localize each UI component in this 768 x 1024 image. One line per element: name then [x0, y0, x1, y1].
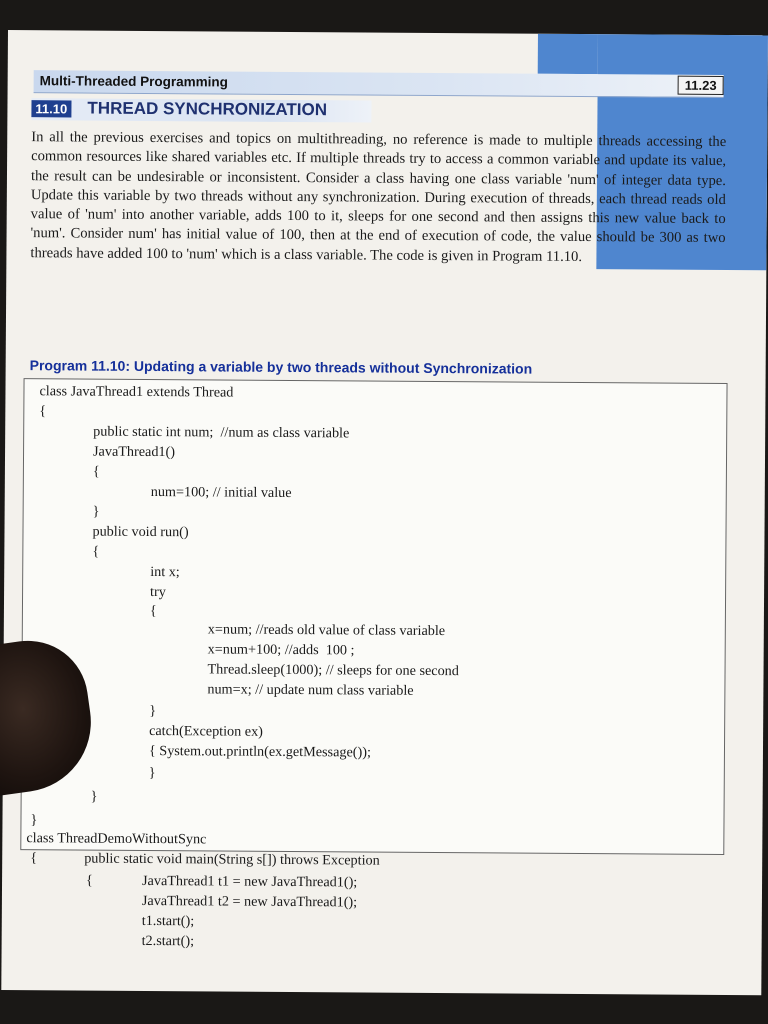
code-line: public void run(): [92, 523, 189, 541]
program-caption: Program 11.10: Updating a variable by two threads without Synchronization: [29, 357, 533, 377]
body-paragraph: In all the previous exercises and topics on multithreading, no reference is made to multiple threads accessing the common resources like shared variables etc. If multiple threads try to access a common variable and update its value, the result can be undesirable or inconsistent. Consider a class having one class variable 'num' of integer data type. Update this variable by two threads without any synchronization. During execution of threads, each thread reads old value of 'num' into another variable, adds 100 to it, sleeps for one second and then assigns this new value back to 'num'. Consider num' has initial value of 100, then at the end of execution of code, the value should be 300 as two threads have added 100 to 'num' which is a class variable. The code is given in Program 11.10.: [30, 129, 727, 265]
code-line: public static void main(String s[]) throws Exception: [84, 850, 380, 869]
code-line: }: [30, 812, 38, 829]
code-line: }: [90, 788, 98, 805]
code-line: { System.out.println(ex.getMessage());: [148, 743, 371, 761]
section-heading: [31, 98, 371, 122]
code-line: {: [86, 872, 93, 889]
code-line: t2.start();: [141, 932, 195, 950]
running-header: [34, 70, 724, 98]
code-line: JavaThread1 t2 = new JavaThread1();: [141, 892, 358, 911]
code-line: }: [149, 703, 157, 720]
book-page: [1, 30, 768, 995]
code-line: try: [150, 584, 166, 601]
code-line: }: [92, 503, 100, 520]
code-line: num=100; // initial value: [150, 484, 292, 501]
code-line: JavaThread1(): [93, 443, 176, 461]
code-line: JavaThread1 t1 = new JavaThread1();: [142, 872, 358, 891]
code-line: public static int num; //num as class variable: [93, 423, 350, 442]
running-title: Multi-Threaded Programming: [39, 73, 228, 90]
code-line: Thread.sleep(1000); // sleeps for one second: [207, 661, 459, 680]
code-line: t1.start();: [141, 912, 195, 930]
code-line: catch(Exception ex): [149, 723, 264, 740]
code-line: {: [30, 850, 38, 867]
code-line: num=x; // update num class variable: [207, 681, 414, 699]
code-line: {: [92, 543, 100, 560]
code-line: {: [149, 603, 157, 620]
code-line: x=num; //reads old value of class variable: [207, 621, 446, 640]
section-number: 11.10: [31, 100, 71, 117]
page-number: 11.23: [678, 76, 724, 95]
code-line: int x;: [150, 564, 180, 581]
code-line: {: [39, 403, 47, 420]
code-line: x=num+100; //adds 100 ;: [207, 641, 355, 659]
code-line: class ThreadDemoWithoutSync: [26, 830, 207, 848]
section-title: THREAD SYNCHRONIZATION: [87, 98, 328, 120]
code-line: }: [148, 765, 156, 782]
code-line: class JavaThread1 extends Thread: [39, 383, 234, 401]
code-line: {: [92, 463, 100, 480]
